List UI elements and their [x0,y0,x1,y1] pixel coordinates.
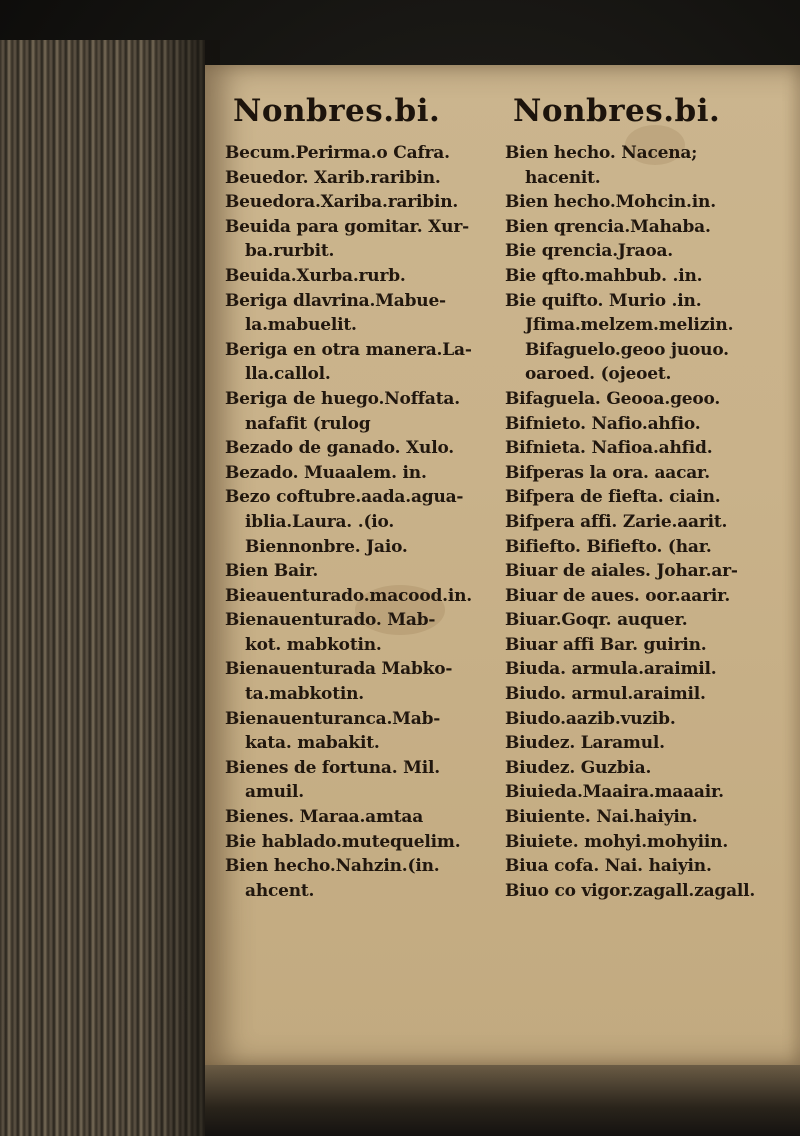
entry-line: Bifaguelo.geoo juouo. [525,339,729,360]
entry-line: kot. mabkotin. [245,634,382,655]
page-bottom-shadow [205,1065,800,1136]
entry-line: Bien hecho.Nahzin.(in. [225,856,440,877]
entry-line: Bezo coftubre.aada.agua- [225,487,464,508]
entry-line: lla.callol. [245,364,331,385]
entry-line: oaroed. (ojeoet. [525,364,672,385]
entry-line: Bifpera affi. Zarie.aarit. [505,511,728,532]
entry-line: Bienauenturanca.Mab- [225,708,441,729]
entry-line: Bifpera de fiefta. ciain. [505,487,721,508]
entry-line: Bieauenturado.macood.in. [225,585,472,606]
right-column-header: Nonbres.bi. [513,93,721,129]
entry-line: Bezado. Muaalem. in. [225,462,427,483]
entry-line: Bienes. Maraa.amtaa [225,807,424,828]
entry-line: Beriga dlavrina.Mabue- [225,290,446,311]
entry-line: Bien Bair. [225,561,319,582]
entry-line: hacenit. [525,167,601,188]
left-column-entries [225,141,495,903]
entry-line: Biuar de aiales. Johar.ar- [505,561,738,582]
entry-line: Biennonbre. Jaio. [245,536,408,557]
entry-line: Biudez. Laramul. [505,733,665,754]
entry-line: Biua cofa. Nai. haiyin. [505,856,712,877]
entry-line: Bifnieto. Nafio.ahfio. [505,413,701,434]
entry-line: Bifperas la ora. aacar. [505,462,710,483]
entry-line: iblia.Laura. .(io. [245,511,395,532]
entry-line: ba.rurbit. [245,241,335,262]
entry-line: Beuedora.Xariba.raribin. [225,192,459,213]
entry-line: Biuieda.Maaira.maaair. [505,782,724,803]
entry-line: Biuar de aues. oor.aarir. [505,585,731,606]
entry-line: Biuo co vigor.zagall.zagall. [505,880,756,901]
entry-line: Bie qrencia.Jraoa. [505,241,674,262]
book-page [205,65,800,1065]
entry-line: Bienauenturada Mabko- [225,659,453,680]
entry-line: Beriga en otra manera.La- [225,339,472,360]
entry-line: Biuiete. mohyi.mohyiin. [505,831,729,852]
entry-line: Beriga de huego.Noffata. [225,388,460,409]
entry-line: Bien hecho. Nacena; [505,143,698,163]
entry-line: Jfima.melzem.melizin. [525,315,734,336]
entry-line: Biuar affi Bar. guirin. [505,634,707,655]
entry-line: Biuda. armula.araimil. [505,659,717,680]
entry-line: Bien qrencia.Mahaba. [505,216,711,237]
entry-line: Becum.Perirma.o Cafra. [225,143,450,163]
left-column-header: Nonbres.bi. [233,93,441,129]
entry-line: Biuiente. Nai.haiyin. [505,807,698,828]
entry-line: Bienes de fortuna. Mil. [225,757,441,778]
entry-line: Biudo.aazib.vuzib. [505,708,676,729]
entry-line: nafafit (rulog [245,413,371,434]
entry-line: amuil. [245,782,304,803]
entry-line: Bifnieta. Nafioa.ahfid. [505,438,713,459]
entry-line: Bie qfto.mahbub. .in. [505,265,703,286]
entry-line: Bie quifto. Murio .in. [505,290,702,311]
entry-line: Biudo. armul.araimil. [505,684,706,705]
entry-line: Bie hablado.mutequelim. [225,831,461,852]
entry-line: ta.mabkotin. [245,684,364,705]
entry-line: kata. mabakit. [245,733,380,754]
entry-line: Biudez. Guzbia. [505,757,652,778]
entry-line: Beuedor. Xarib.raribin. [225,167,441,188]
entry-line: Bien hecho.Mohcin.in. [505,192,716,213]
entry-line: Bifiefto. Bifiefto. (har. [505,536,712,557]
entry-line: Biuar.Goqr. auquer. [505,610,688,631]
entry-line: Beuida para gomitar. Xur- [225,216,469,237]
entry-line: la.mabuelit. [245,315,357,336]
entry-line: Bezado de ganado. Xulo. [225,438,455,459]
right-column-entries [505,141,795,903]
entry-line: Beuida.Xurba.rurb. [225,265,406,286]
entry-line: Bifaguela. Geooa.geoo. [505,388,721,409]
entry-line: Bienauenturado. Mab- [225,610,436,631]
entry-line: ahcent. [245,880,315,901]
